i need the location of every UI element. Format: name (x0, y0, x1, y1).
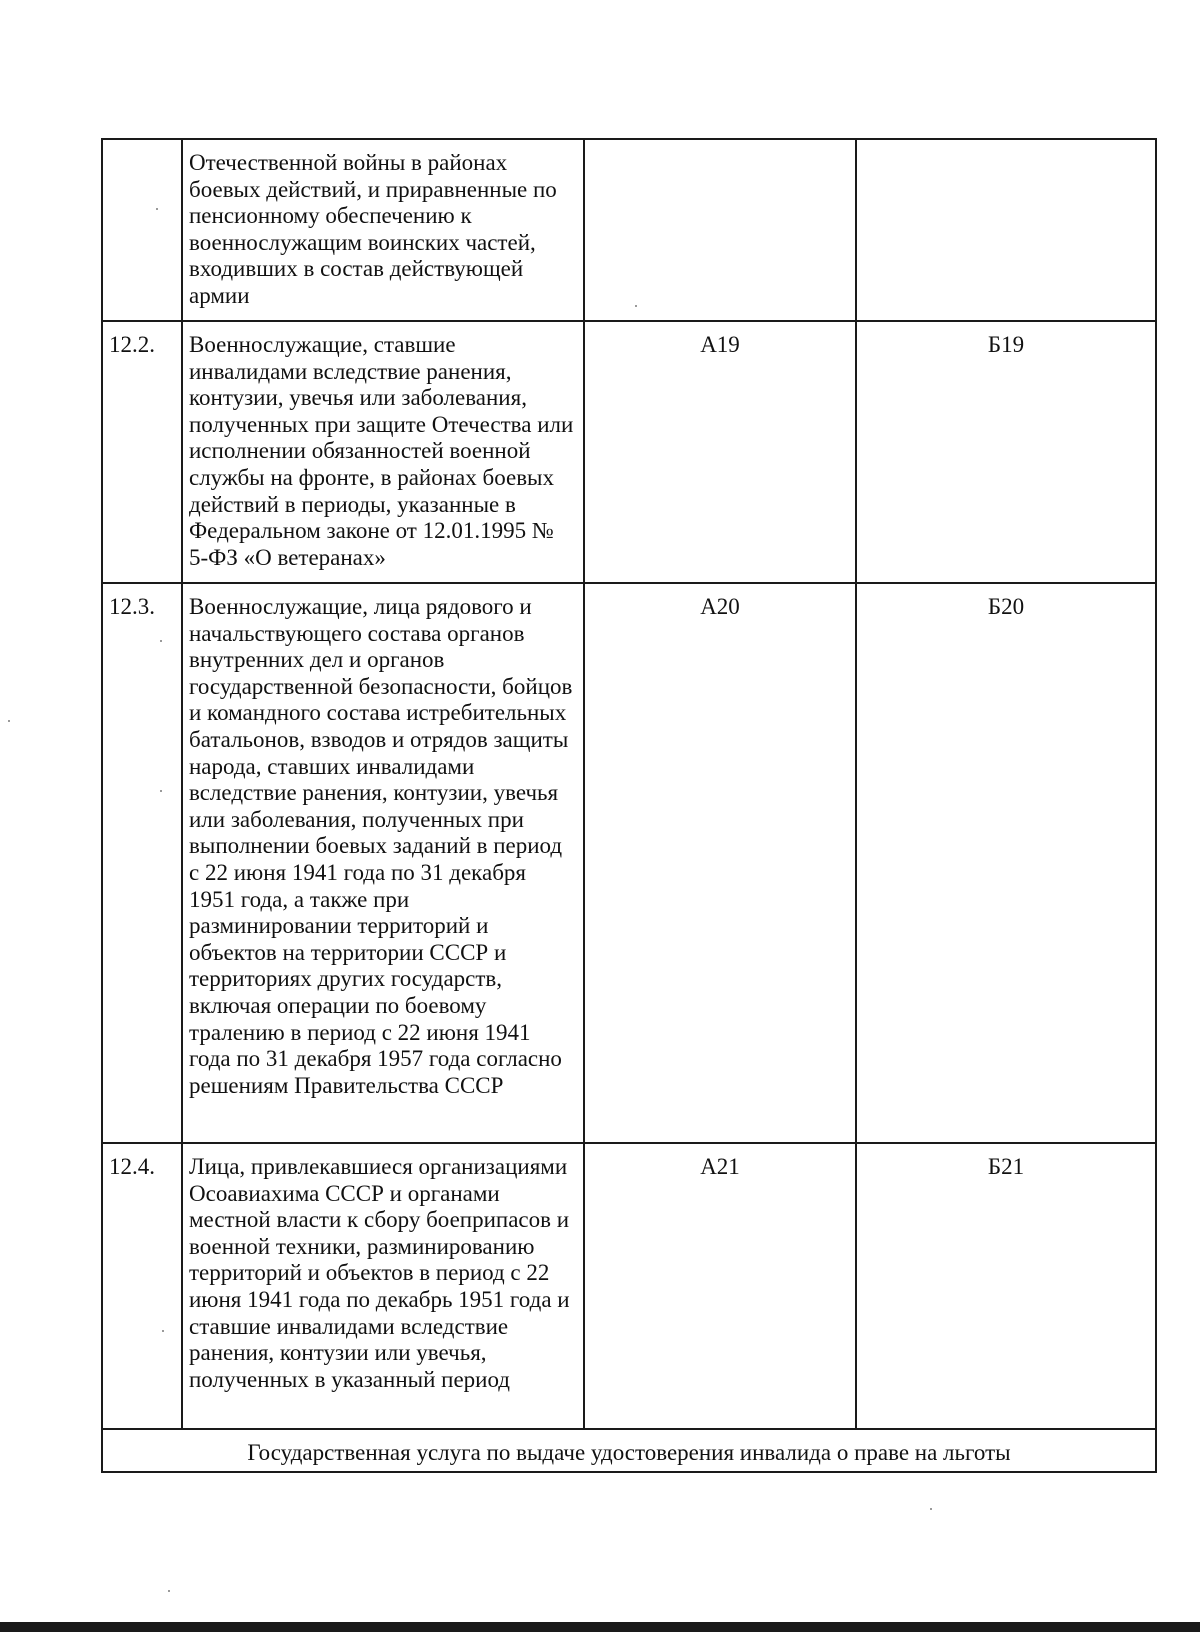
table-row (102, 583, 1156, 1143)
category-text: Лица, привлекавшиеся организациями Осоавиахима СССР и органами местной власти к сбору боеприпасов и военной техники, разминированию территорий и объектов в период с 22 июня 1941 года по декабрь 1951 года и ставшие инвалидами вследствие ранения, контузии или увечья, полученных в указанный период (182, 1143, 584, 1429)
table-row (102, 321, 1156, 583)
code-b: Б19 (856, 321, 1156, 583)
scan-bottom-edge (0, 1622, 1200, 1632)
table-row (102, 139, 1156, 321)
code-b (856, 139, 1156, 321)
category-text: Военнослужащие, лица рядового и начальствующего состава органов внутренних дел и органов государственной безопасности, бойцов и командного состава истребительных батальонов, взводов и отрядов защиты народа, ставших инвалидами вследствие ранения, контузии, увечья или заболевания, полученных при выполнении боевых заданий в период с 22 июня 1941 года по 31 декабря 1951 года, а также при разминировании территорий и объектов на территории СССР и территориях других государств, включая операции по боевому тралению в период с 22 июня 1941 года по 31 декабря 1957 года согласно решениям Правительства СССР (182, 583, 584, 1143)
code-a: А20 (584, 583, 856, 1143)
category-text: Военнослужащие, ставшие инвалидами вследствие ранения, контузии, увечья или заболевания, полученных при защите Отечества или исполнении обязанностей военной службы на фронте, в районах боевых действий в периоды, указанные в Федеральном законе от 12.01.1995 № 5-ФЗ «О ветеранах» (182, 321, 584, 583)
table-footer-row (102, 1429, 1156, 1472)
code-a: А19 (584, 321, 856, 583)
category-text: Отечественной войны в районах боевых действий, и приравненные по пенсионному обеспечению к военнослужащим воинских частей, входивших в состав действующей армии (182, 139, 584, 321)
code-a: А21 (584, 1143, 856, 1429)
row-number: 12.2. (102, 321, 182, 583)
benefits-table (101, 138, 1157, 1473)
table-row (102, 1143, 1156, 1429)
code-a (584, 139, 856, 321)
code-b: Б20 (856, 583, 1156, 1143)
code-b: Б21 (856, 1143, 1156, 1429)
row-number: 12.3. (102, 583, 182, 1143)
row-number (102, 139, 182, 321)
row-number: 12.4. (102, 1143, 182, 1429)
section-heading: Государственная услуга по выдаче удостоверения инвалида о праве на льготы (102, 1429, 1156, 1472)
